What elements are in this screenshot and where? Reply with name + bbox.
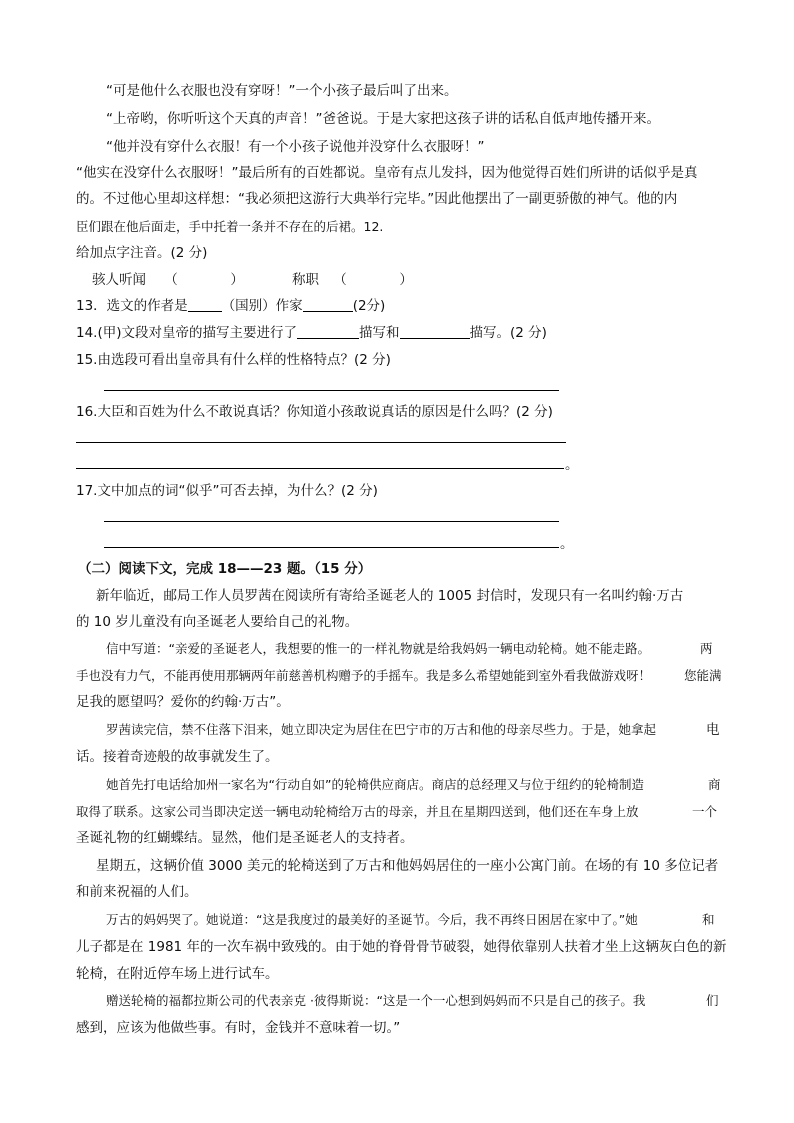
q16-period: 。 (565, 457, 579, 473)
question-15: 15.由选段可看出皇帝具有什么样的性格特点？(2 分) (76, 352, 391, 368)
section2-line-6: 罗茜读完信，禁不住落下泪来，她立即决定为居住在巴宁市的万古和他的母亲尽些力。于是，她拿起 (106, 722, 657, 737)
section2-line-14: 儿子都是在 1981 年的一次车祸中致残的。由于她的脊骨骨节破裂，她得依靠别人扶着才坐上这辆灰白色的新 (76, 939, 727, 955)
section2-line-4: 手也没有力气，不能再使用那辆两年前慈善机构赠予的手摇车。我是多么希望她能到室外看我做游戏呀！ (76, 668, 652, 683)
section2-line-15: 轮椅，在附近停车场上进行试车。 (76, 966, 279, 982)
question-12-item-a (92, 271, 244, 289)
question-12-item-b (292, 271, 413, 289)
paren-close: ） (399, 272, 413, 288)
q17-answer-line-2[interactable] (104, 547, 559, 548)
paren-close: ） (230, 272, 244, 288)
section2-line-13-tail: 和 (702, 912, 715, 927)
question-12-prompt: 给加点字注音。(2 分) (76, 245, 208, 261)
question-13: 13．选文的作者是 （国别）作家 (2分) (76, 298, 386, 314)
section2-line-9: 取得了联系。这家公司当即决定送一辆电动轮椅给万古的母亲，并且在星期四送到，他们还在车身上放 (76, 804, 639, 819)
passage1-line-5: 的。不过他心里却这样想：“我必须把这游行大典举行完毕。”因此他摆出了一副更骄傲的神气。他的内 (76, 191, 678, 207)
section2-line-12: 和前来祝福的人们。 (76, 884, 198, 900)
section2-line-11: 星期五，这辆价值 3000 美元的轮椅送到了万古和他妈妈居住的一座小公寓门前。在场的有 10 多位记者 (96, 858, 719, 874)
section2-line-3: 信中写道：“亲爱的圣诞老人，我想要的惟一的一样礼物就是给我妈妈一辆电动轮椅。她不能走路。 (106, 641, 650, 656)
q17-period: 。 (560, 536, 574, 552)
question-16: 16.大臣和百姓为什么不敢说真话？你知道小孩敢说真话的原因是什么吗？(2 分) (76, 404, 553, 420)
section2-line-5: 足我的愿望吗？爱你的约翰·万古”。 (76, 694, 290, 710)
q13-blank-author[interactable] (303, 297, 353, 312)
question-14: 14.(甲)文段对皇帝的描写主要进行了 描写和 描写。(2 分) (76, 325, 547, 341)
section2-line-17: 感到，应该为他做些事。有时，金钱并不意味着一切。” (76, 1020, 401, 1036)
q15-answer-line[interactable] (104, 390, 559, 391)
q14-blank-1[interactable] (297, 324, 359, 339)
passage1-line-1: “可是他什么衣服也没有穿呀！”一个小孩子最后叫了出来。 (106, 83, 458, 99)
section2-line-8: 她首先打电话给加州一家名为“行动自如”的轮椅供应商店。商店的总经理又与位于纽约的轮椅制造 (106, 777, 644, 792)
paren-open: （ (333, 272, 347, 288)
q16-answer-line-2[interactable] (76, 468, 564, 469)
section2-line-16-tail: 们 (706, 993, 719, 1008)
section2-line-8-tail: 商 (708, 777, 721, 792)
section2-line-9-tail: 一个 (692, 804, 718, 819)
section2-line-4-tail: 您能满 (684, 668, 722, 683)
section2-line-3-tail: 两 (700, 641, 713, 656)
passage1-line-4: “他实在没穿什么衣服呀！”最后所有的百姓都说。皇帝有点儿发抖，因为他觉得百姓们所讲的话似乎是真 (76, 165, 698, 181)
q16-answer-line-1[interactable] (76, 442, 566, 443)
q13-blank-country[interactable] (188, 297, 222, 312)
passage1-line-3: “他并没有穿什么衣服！有一个小孩子说他并没穿什么衣服呀！” (106, 139, 485, 155)
section2-line-10: 圣诞礼物的红蝴蝶结。显然，他们是圣诞老人的支持者。 (76, 830, 414, 846)
section2-line-1: 新年临近，邮局工作人员罗茜在阅读所有寄给圣诞老人的 1005 封信时，发现只有一名叫约翰·万古 (96, 588, 684, 604)
section2-line-2: 的 10 岁儿童没有向圣诞老人要给自己的礼物。 (76, 614, 359, 630)
paren-open: （ (164, 272, 178, 288)
passage1-line-2: “上帝哟，你听听这个天真的声音！”爸爸说。于是大家把这孩子讲的话私自低声地传播开来。 (106, 111, 660, 127)
q17-answer-line-1[interactable] (104, 521, 559, 522)
q14-blank-2[interactable] (400, 324, 470, 339)
section2-line-7: 话。接着奇迹般的故事就发生了。 (76, 749, 279, 765)
question-17: 17.文中加点的词“似乎”可否去掉，为什么？(2 分) (76, 483, 378, 499)
section-2-heading: （二）阅读下文，完成 18——23 题。（15 分） (78, 561, 372, 577)
section2-line-6-tail: 电 (706, 722, 720, 738)
passage1-line-6: 臣们跟在他后面走，手中托着一条并不存在的后裙。12. (76, 219, 384, 234)
q12-word-a: 骇人听闻 (92, 272, 146, 288)
section2-line-16: 赠送轮椅的福都拉斯公司的代表亲克 ·彼得斯说：“这是一个一心想到妈妈而不只是自己的孩子。我 (106, 993, 646, 1008)
section2-line-13: 万古的妈妈哭了。她说道：“这是我度过的最美好的圣诞节。今后，我不再终日困居在家中了。”她 (106, 912, 638, 927)
q12-word-b: 称职 (292, 272, 319, 288)
